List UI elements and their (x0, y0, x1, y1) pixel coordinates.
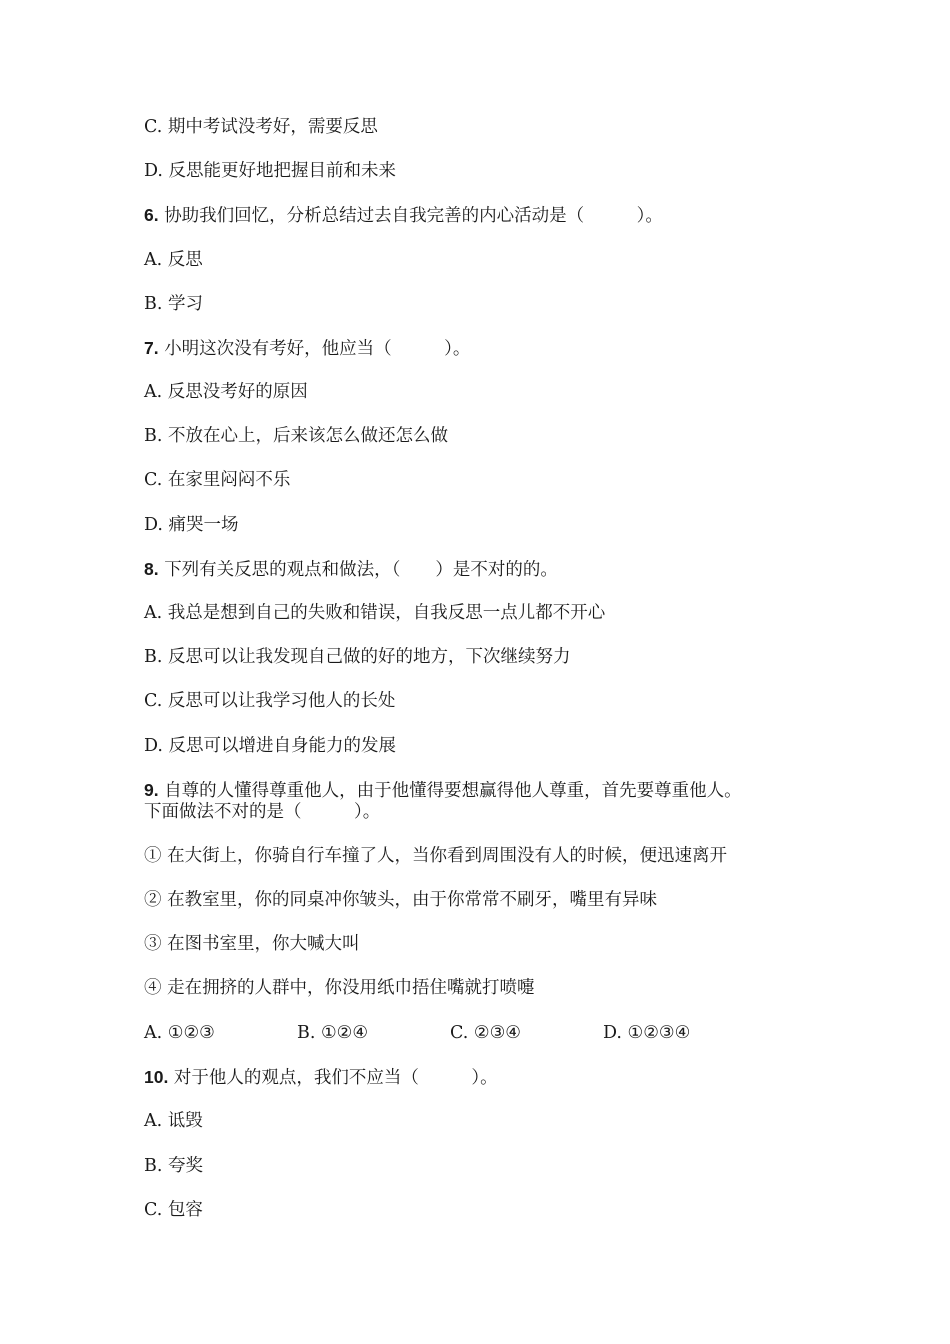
q10-option-c: C. 包容 (144, 1200, 203, 1220)
q7-option-d: D. 痛哭一场 (144, 515, 239, 535)
q9-option-c: C. ②③④ (450, 1023, 521, 1043)
question-text: 下列有关反思的观点和做法，（ ）是不对的的。 (164, 560, 558, 580)
question-text: 对于他人的观点，我们不应当（ ）。 (173, 1068, 498, 1088)
question-10 (144, 1066, 498, 1089)
q5-option-c: C. 期中考试没考好，需要反思 (144, 117, 378, 137)
q6-option-b: B. 学习 (144, 294, 203, 314)
question-8 (144, 558, 558, 581)
q9-item-3: ③ 在图书室里，你大喊大叫 (144, 934, 360, 954)
question-text: 协助我们回忆，分析总结过去自我完善的内心活动是（ ）。 (164, 206, 663, 226)
q7-option-c: C. 在家里闷闷不乐 (144, 470, 291, 490)
q8-option-c: C. 反思可以让我学习他人的长处 (144, 691, 396, 711)
q9-item-4: ④ 走在拥挤的人群中，你没用纸巾捂住嘴就打喷嚏 (144, 978, 535, 998)
question-7 (144, 337, 470, 360)
question-9 (144, 779, 742, 802)
q7-option-b: B. 不放在心上，后来该怎么做还怎么做 (144, 426, 448, 446)
q9-item-1: ① 在大街上，你骑自行车撞了人，当你看到周围没有人的时候，便迅速离开 (144, 846, 728, 866)
q9-option-a: A. ①②③ (144, 1023, 215, 1043)
question-9-text-line-2: 下面做法不对的是（ ）。 (144, 802, 381, 822)
q8-option-b: B. 反思可以让我发现自己做的好的地方，下次继续努力 (144, 647, 571, 667)
question-number: 7. (144, 338, 159, 358)
q6-option-a: A. 反思 (144, 250, 203, 270)
question-number: 8. (144, 559, 159, 579)
q9-option-d: D. ①②③④ (603, 1023, 691, 1043)
q8-option-a: A. 我总是想到自己的失败和错误，自我反思一点儿都不开心 (144, 603, 606, 623)
q7-option-a: A. 反思没考好的原因 (144, 382, 308, 402)
q10-option-a: A. 诋毁 (144, 1111, 203, 1131)
question-6 (144, 204, 663, 227)
q9-option-b: B. ①②④ (297, 1023, 369, 1043)
q10-option-b: B. 夸奖 (144, 1156, 203, 1176)
question-text-line-1: 自尊的人懂得尊重他人，由于他懂得要想赢得他人尊重，首先要尊重他人。 (164, 781, 742, 801)
question-number: 6. (144, 205, 159, 225)
q5-option-d: D. 反思能更好地把握目前和未来 (144, 161, 397, 181)
question-text: 小明这次没有考好，他应当（ ）。 (164, 339, 471, 359)
question-number: 10. (144, 1067, 169, 1087)
question-number: 9. (144, 780, 159, 800)
q8-option-d: D. 反思可以增进自身能力的发展 (144, 736, 397, 756)
q9-item-2: ② 在教室里，你的同桌冲你皱头，由于你常常不刷牙，嘴里有异味 (144, 890, 658, 910)
